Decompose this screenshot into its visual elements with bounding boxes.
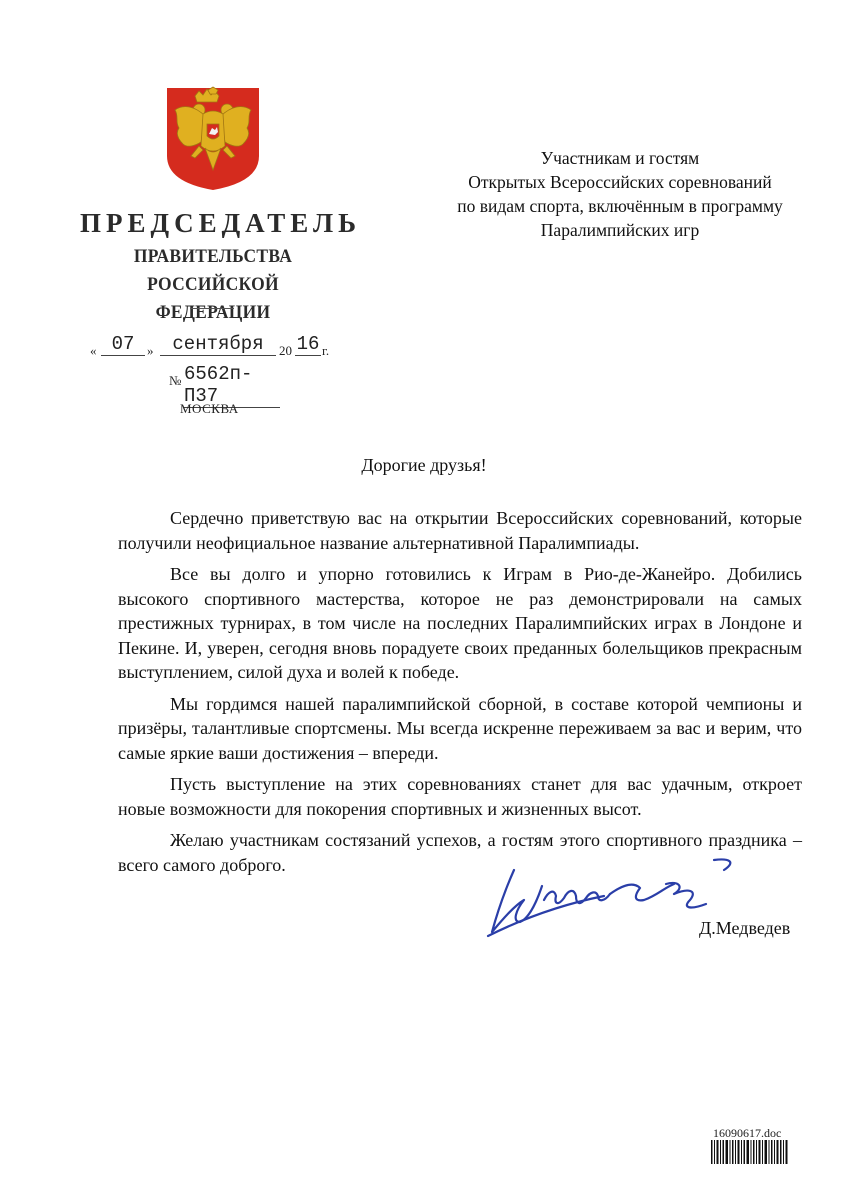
date-year-suffix: г.	[322, 343, 330, 358]
letterhead-subtitle	[91, 243, 336, 327]
addressee-line: по видам спорта, включённым в программу	[457, 196, 783, 216]
body-paragraph: Сердечно приветствую вас на открытии Всероссийских соревнований, которые получили неофициальное название альтернативной Паралимпиады.	[118, 508, 802, 553]
addressee-line: Паралимпийских игр	[540, 220, 700, 240]
letterhead-line-1: ПРАВИТЕЛЬСТВА	[133, 246, 293, 267]
body-paragraph: Желаю участникам состязаний успехов, а гостям этого спортивного праздника – всего самого доброго.	[118, 830, 802, 875]
letterhead-line-2: РОССИЙСКОЙ ФЕДЕРАЦИИ	[147, 274, 279, 323]
date-close-quote: »	[147, 343, 154, 358]
date-day: 07	[101, 333, 145, 356]
city: МОСКВА	[180, 401, 239, 416]
date-century: 20	[279, 343, 292, 358]
addressee-line: Участникам и гостям	[540, 148, 700, 168]
date-month: сентября	[160, 333, 276, 356]
body-paragraph: Мы гордимся нашей паралимпийской сборной, в составе которой чемпионы и призёры, талантливые спортсмены. Мы всегда искренне переживаем за вас и верим, что самые яркие ваши достижения – впереди.	[118, 693, 802, 763]
signer-name: Д.Медведев	[699, 918, 791, 938]
reference-label: №	[169, 373, 182, 388]
body-paragraph: Все вы долго и упорно готовились к Играм в Рио-де-Жанейро. Добились высокого спортивного мастерства, которое не раз демонстрировали на самых престижных турнирах, в том числе на последних Паралимпийских играх в Лондоне и Пекине. И, уверен, сегодня вновь порадуете своих преданных болельщиков прекрасным выступлением, силой духа и волей к победе.	[118, 564, 802, 682]
letterhead-title: ПРЕДСЕДАТЕЛЬ	[80, 208, 361, 238]
reference-number: 6562п-П37	[184, 363, 280, 408]
document-id: 16090617.doc	[713, 1126, 782, 1140]
date-open-quote: «	[90, 343, 97, 358]
salutation: Дорогие друзья!	[361, 455, 487, 475]
letter-body	[118, 506, 802, 884]
barcode-icon	[711, 1140, 789, 1164]
letterhead-divider	[190, 308, 234, 309]
addressee-line: Открытых Всероссийских соревнований	[468, 172, 772, 192]
coat-of-arms-icon	[165, 86, 261, 192]
date-year: 16	[296, 333, 320, 355]
addressee-block	[420, 146, 820, 242]
body-paragraph: Пусть выступление на этих соревнованиях станет для вас удачным, откроет новые возможности для покорения спортивных и жизненных высот.	[118, 774, 802, 819]
